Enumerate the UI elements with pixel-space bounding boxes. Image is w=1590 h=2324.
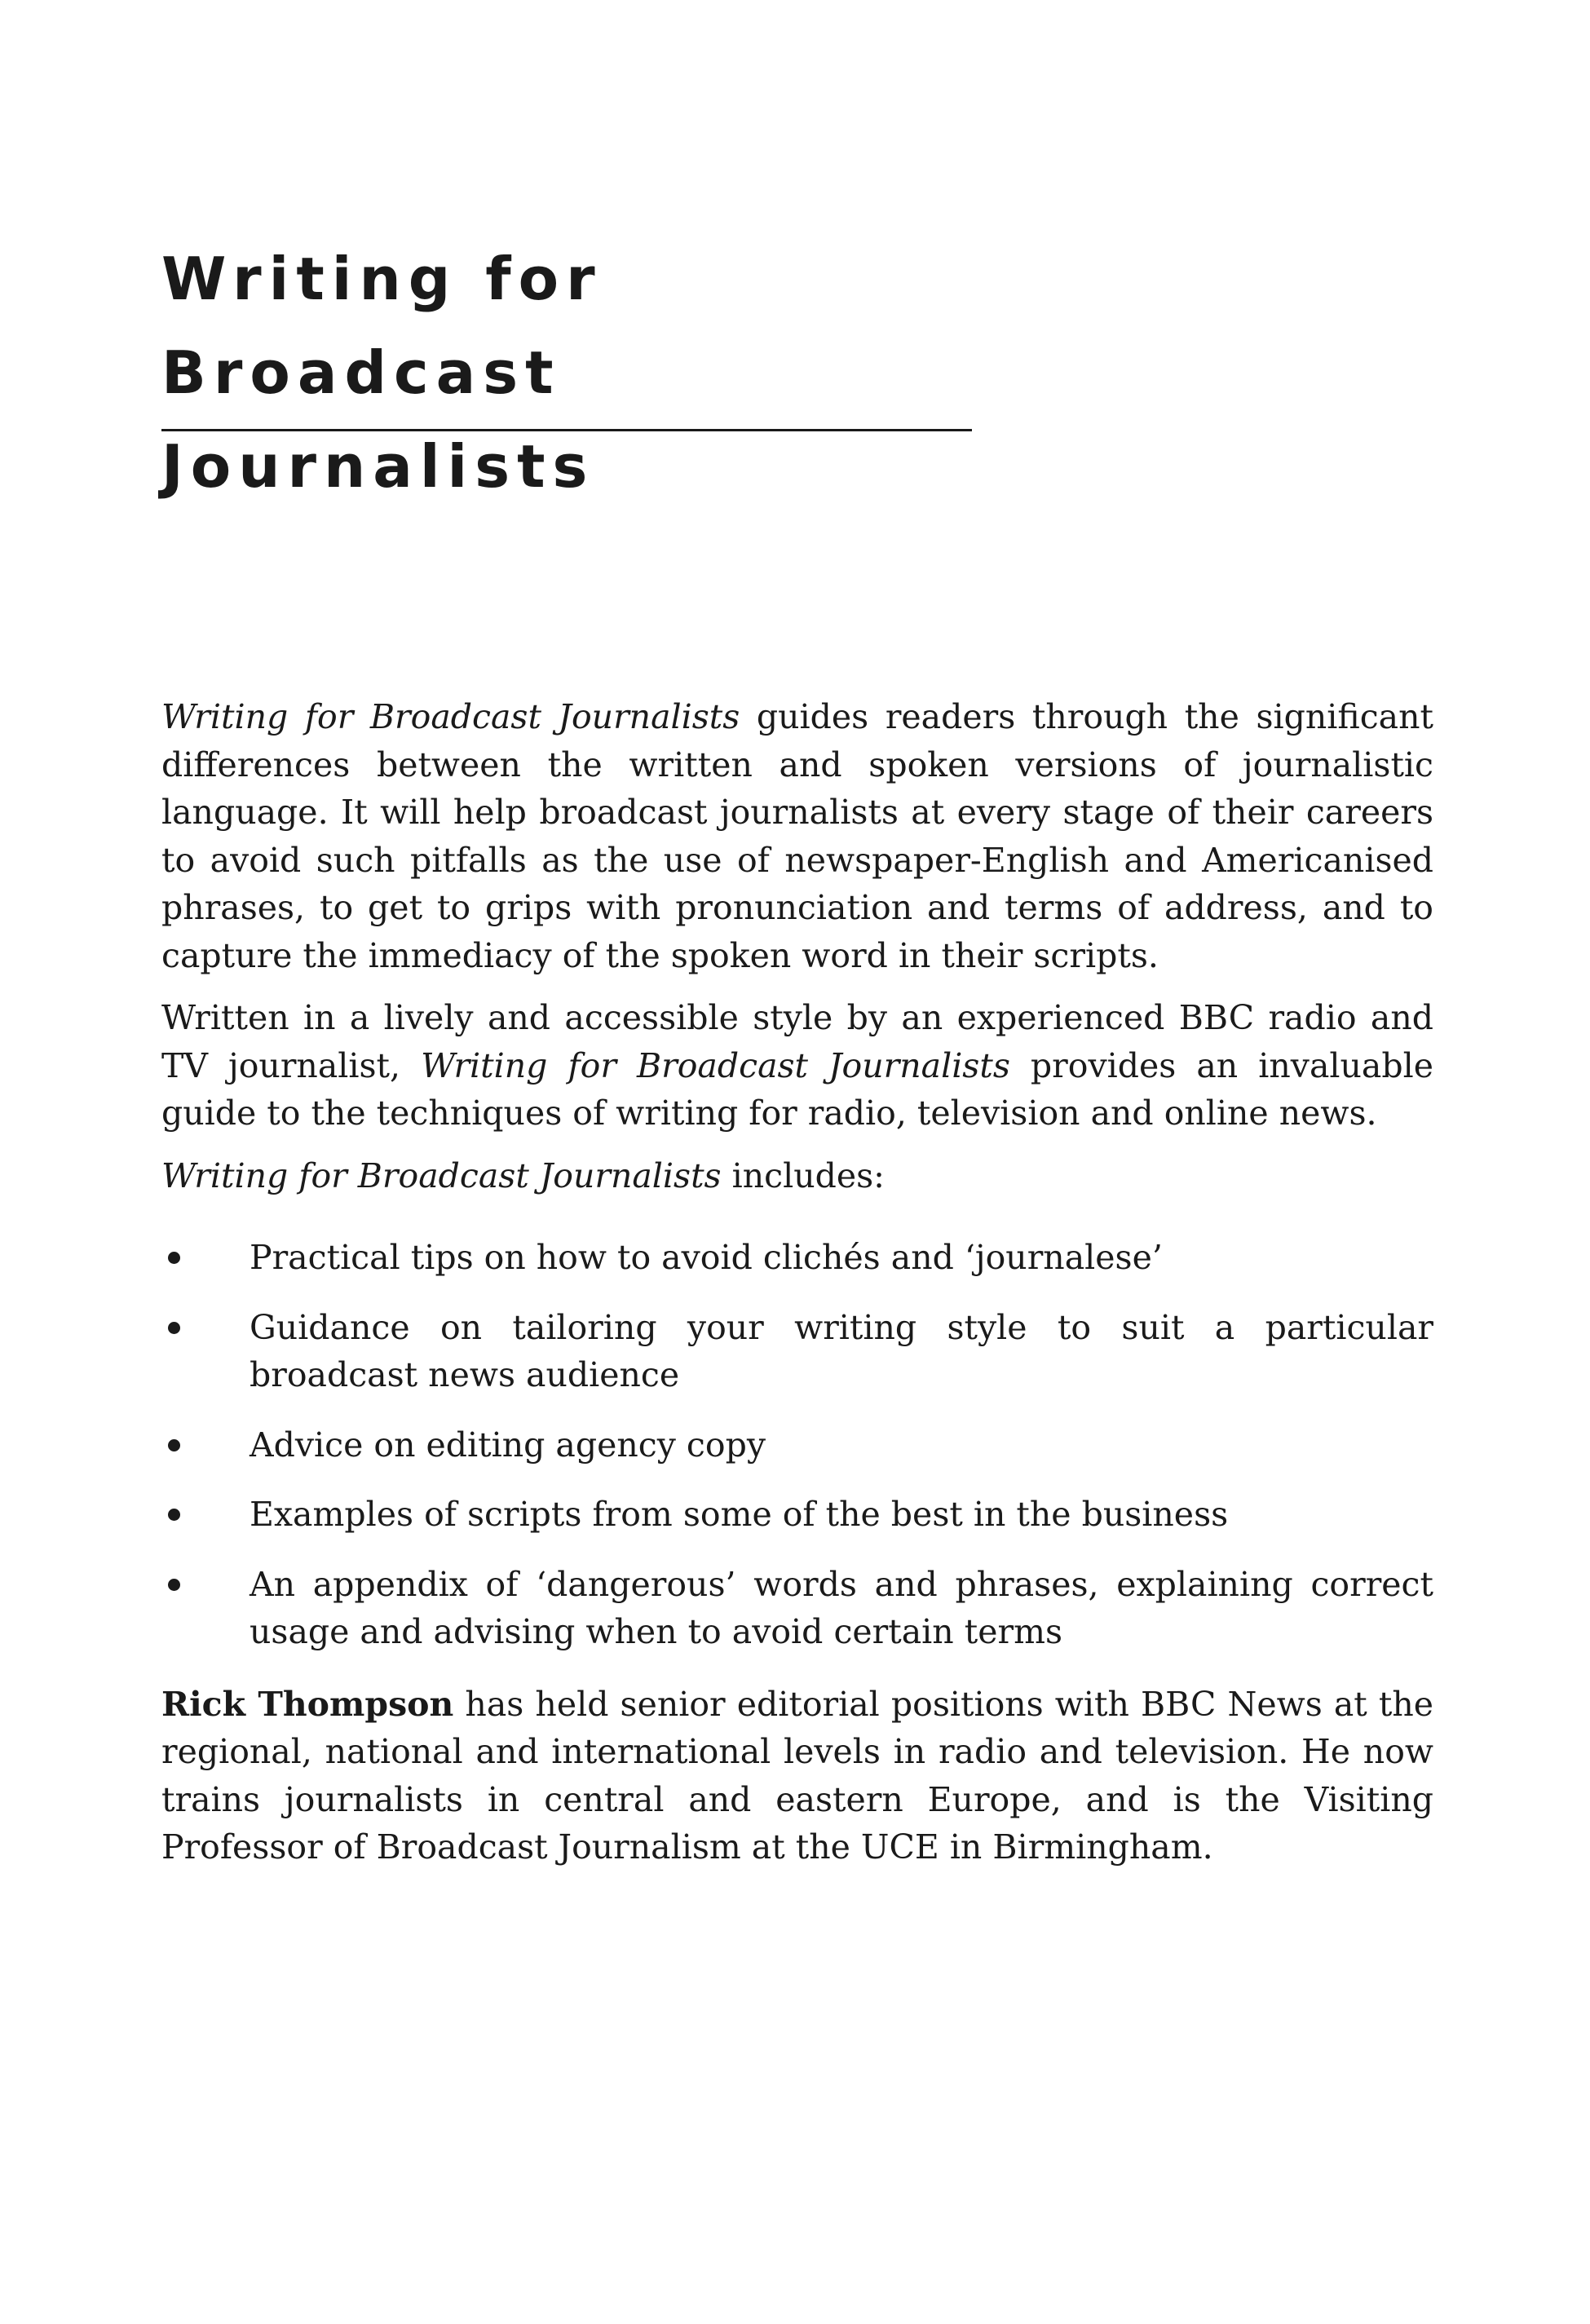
features-list xyxy=(161,1234,1433,1656)
list-item-text: Examples of scripts from some of the best in the business xyxy=(250,1495,1229,1534)
list-item xyxy=(161,1491,1433,1539)
author-bio: has held senior editorial positions with BBC News at the regional, national and international levels in radio and television. He now trains journalists in central and eastern Europe, and is the Visiting Professor of Broadcast Journalism at the UCE in Birmingham. xyxy=(161,1684,1434,1867)
intro-paragraph xyxy=(161,693,1433,979)
list-item xyxy=(161,1421,1433,1469)
bullet-icon xyxy=(168,1322,180,1334)
intro-text: guides readers through the significant differences between the written and spoken versions of journalistic language. It will help broadcast journalists at every stage of their careers to avoid such pitfalls as the use of newspaper-English and Americanised phrases, to get to grips with pronunciation and terms of address, and to capture the immediacy of the spoken word in their scripts. xyxy=(161,697,1433,975)
includes-text: includes: xyxy=(721,1155,885,1195)
list-item-text: Advice on editing agency copy xyxy=(250,1425,766,1465)
bullet-icon xyxy=(168,1509,180,1521)
bullet-icon xyxy=(168,1579,180,1591)
page-title xyxy=(161,232,977,514)
author-name: Rick Thompson xyxy=(161,1684,454,1724)
list-item-text: Practical tips on how to avoid clichés and ‘journalese’ xyxy=(250,1238,1163,1277)
bullet-icon xyxy=(168,1252,180,1264)
style-text-before: Written in a lively and accessible style by an experienced BBC radio and TV journalist, xyxy=(161,998,1433,1085)
title-line-1: Writing for xyxy=(161,245,603,313)
includes-paragraph xyxy=(161,1152,1433,1200)
list-item-text: An appendix of ‘dangerous’ words and phrases, explaining correct usage and advising when to avoid certain terms xyxy=(250,1564,1433,1651)
list-item-text: Guidance on tailoring your writing style to suit a particular broadcast news audience xyxy=(250,1307,1433,1394)
title-line-2: Broadcast Journalists xyxy=(161,338,595,501)
intro-book-title: Writing for Broadcast Journalists xyxy=(161,697,740,736)
title-divider xyxy=(161,429,972,431)
includes-book-title: Writing for Broadcast Journalists xyxy=(161,1155,722,1195)
style-paragraph xyxy=(161,994,1433,1138)
style-book-title: Writing for Broadcast Journalists xyxy=(421,1045,1010,1085)
title-block xyxy=(161,232,977,514)
style-text-after: provides an invaluable guide to the techniques of writing for radio, television and online news. xyxy=(161,1045,1433,1133)
blurb-body xyxy=(161,693,1433,1886)
author-paragraph xyxy=(161,1681,1433,1871)
list-item xyxy=(161,1561,1433,1656)
list-item xyxy=(161,1234,1433,1282)
list-item xyxy=(161,1304,1433,1399)
bullet-icon xyxy=(168,1439,180,1451)
